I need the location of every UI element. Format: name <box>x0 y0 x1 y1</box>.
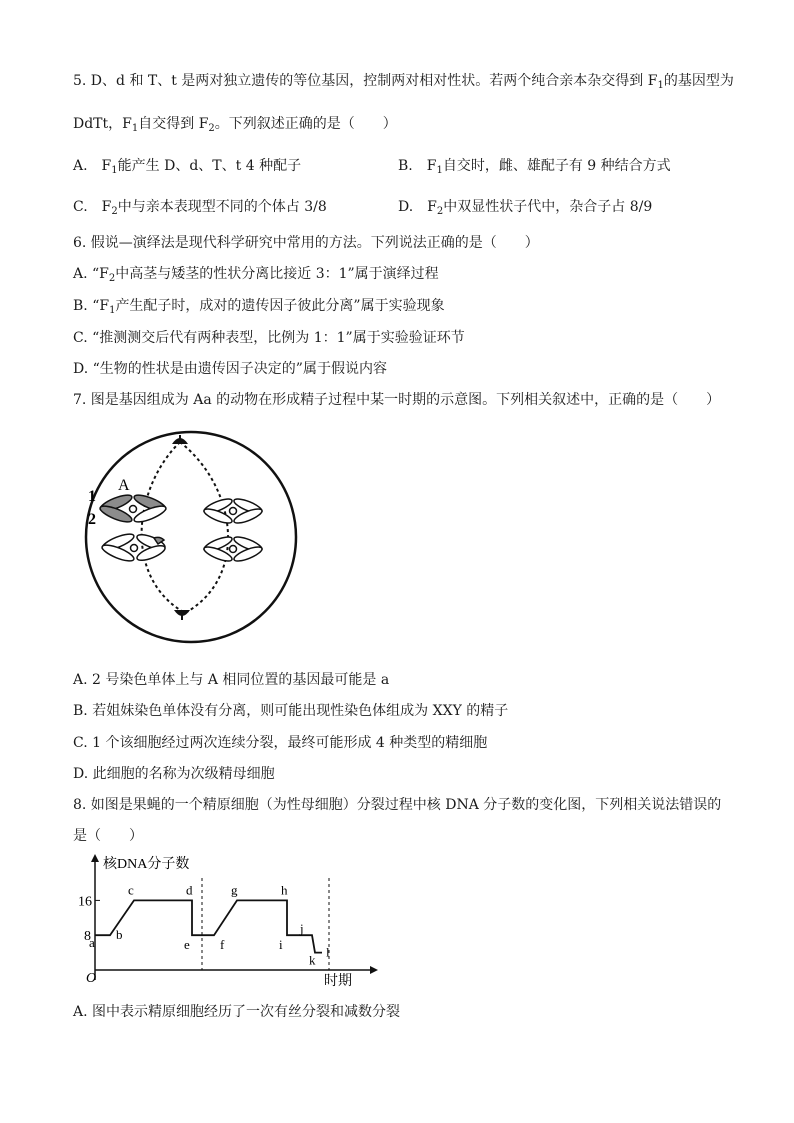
cell-division-diagram <box>78 428 308 648</box>
q6-opt-a-tail: 中高茎与矮茎的性状分离比接近 3：1”属于演绎过程 <box>115 266 439 282</box>
point-label-d: d <box>186 882 193 898</box>
chromosome-shaded <box>98 492 167 525</box>
point-label-h: h <box>281 882 288 898</box>
x-axis-label: 时期 <box>324 974 352 989</box>
chromatid-label-1: 1 <box>88 488 96 505</box>
point-label-c: c <box>128 882 134 898</box>
y-tick-label: 8 <box>84 929 91 945</box>
q5-stem-line2 <box>73 114 397 139</box>
q6-opt-a-sub: 2 <box>108 273 116 284</box>
q5-opt-b-sub: 1 <box>436 165 443 176</box>
spindle-left <box>142 442 185 613</box>
q5-opt-c-text: C. F <box>73 199 112 215</box>
q5-option-c <box>73 197 327 222</box>
chromatid-label-2: 2 <box>88 511 96 528</box>
point-label-f: f <box>220 937 225 953</box>
point-label-a: a <box>89 935 95 951</box>
point-label-k: k <box>309 952 316 968</box>
point-label-g: g <box>231 882 238 898</box>
q6-option-a <box>73 264 439 289</box>
q5-stem-tail: 的基因型为 <box>663 73 734 89</box>
q7-option-a: A. 2 号染色单体上与 A 相同位置的基因最可能是 a <box>73 672 390 688</box>
q7-stem: 7. 图是基因组成为 Aa 的动物在形成精子过程中某一时期的示意图。下列相关叙述中，正确的是（ ） <box>73 392 721 408</box>
q5-opt-b-text: B. F <box>398 158 437 174</box>
q7-option-c: C. 1 个该细胞经过两次连续分裂，最终可能形成 4 种类型的精细胞 <box>73 735 488 751</box>
dna-content-chart <box>78 852 382 992</box>
q6-option-c: C. “推测测交后代有两种表型，比例为 1：1”属于实验验证环节 <box>73 330 465 346</box>
q6-option-b <box>73 296 445 321</box>
q6-opt-b-sub: 1 <box>109 305 116 316</box>
point-label-i: i <box>279 937 283 953</box>
q5-opt-d-tail: 中双显性状子代中，杂合子占 8/9 <box>443 199 653 215</box>
q8-stem-line2: 是（ ） <box>73 828 143 844</box>
q5-stem-line1 <box>73 71 734 96</box>
q5-opt-d-text: D. F <box>398 199 437 215</box>
q6-opt-b-tail: 产生配子时，成对的遗传因子彼此分离”属于实验现象 <box>115 298 445 314</box>
point-label-j: j <box>300 921 304 937</box>
q5-opt-d-sub: 2 <box>436 206 444 217</box>
q6-opt-a-text: A. “F <box>73 266 109 282</box>
point-label-l: l <box>326 944 330 960</box>
origin-label: O <box>86 971 97 986</box>
q5-opt-a-sub: 1 <box>111 165 118 176</box>
q5-option-b <box>398 156 671 181</box>
y-tick-label: 16 <box>78 894 92 910</box>
q5-line2-c: 。下列叙述正确的是（ ） <box>214 116 397 132</box>
q7-option-b: B. 若姐妹染色单体没有分离，则可能出现性染色体组成为 XXY 的精子 <box>73 703 509 719</box>
q5-line2-b: 自交得到 F <box>138 116 209 132</box>
q5-opt-c-tail: 中与亲本表现型不同的个体占 3/8 <box>117 199 327 215</box>
q5-sub: 1 <box>657 80 664 91</box>
q5-stem-text: 5. D、d 和 T、t 是两对独立遗传的等位基因，控制两对相对性状。若两个纯合亲本杂交得到 F <box>73 73 658 89</box>
q5-line2-a: DdTt，F <box>73 116 132 132</box>
q5-opt-b-tail: 自交时，雌、雄配子有 9 种结合方式 <box>442 158 671 174</box>
q6-stem: 6. 假说—演绎法是现代科学研究中常用的方法。下列说法正确的是（ ） <box>73 235 539 251</box>
q5-line2-sub2: 2 <box>208 123 215 134</box>
point-label-e: e <box>184 937 190 953</box>
y-axis-label: 核DNA分子数 <box>103 857 190 872</box>
q8-stem-line1: 8. 如图是果蝇的一个精原细胞（为性母细胞）分裂过程中核 DNA 分子数的变化图，下列相关说法错误的 <box>73 797 722 813</box>
q5-opt-c-sub: 2 <box>111 206 118 217</box>
chromosome-lower-right <box>202 534 263 564</box>
q8-option-a: A. 图中表示精原细胞经历了一次有丝分裂和减数分裂 <box>73 1004 401 1020</box>
gene-label-a-upper: A <box>118 477 130 494</box>
chromosome-upper-right <box>202 496 263 526</box>
q5-option-d <box>398 197 652 222</box>
dna-series-line <box>95 900 322 952</box>
chromosome-lower-left <box>100 531 166 564</box>
q6-option-d: D. “生物的性状是由遗传因子决定的”属于假说内容 <box>73 361 387 377</box>
y-axis-arrow <box>91 854 99 862</box>
q5-option-a <box>73 156 301 181</box>
q7-option-d: D. 此细胞的名称为次级精母细胞 <box>73 766 275 782</box>
x-axis-arrow <box>370 966 378 974</box>
point-label-b: b <box>116 927 123 943</box>
q6-opt-b-text: B. “F <box>73 298 110 314</box>
q5-opt-a-tail: 能产生 D、d、T、t 4 种配子 <box>117 158 302 174</box>
spindle-right <box>180 442 228 613</box>
q5-line2-sub1: 1 <box>131 123 139 134</box>
q5-opt-a-text: A. F <box>73 158 112 174</box>
